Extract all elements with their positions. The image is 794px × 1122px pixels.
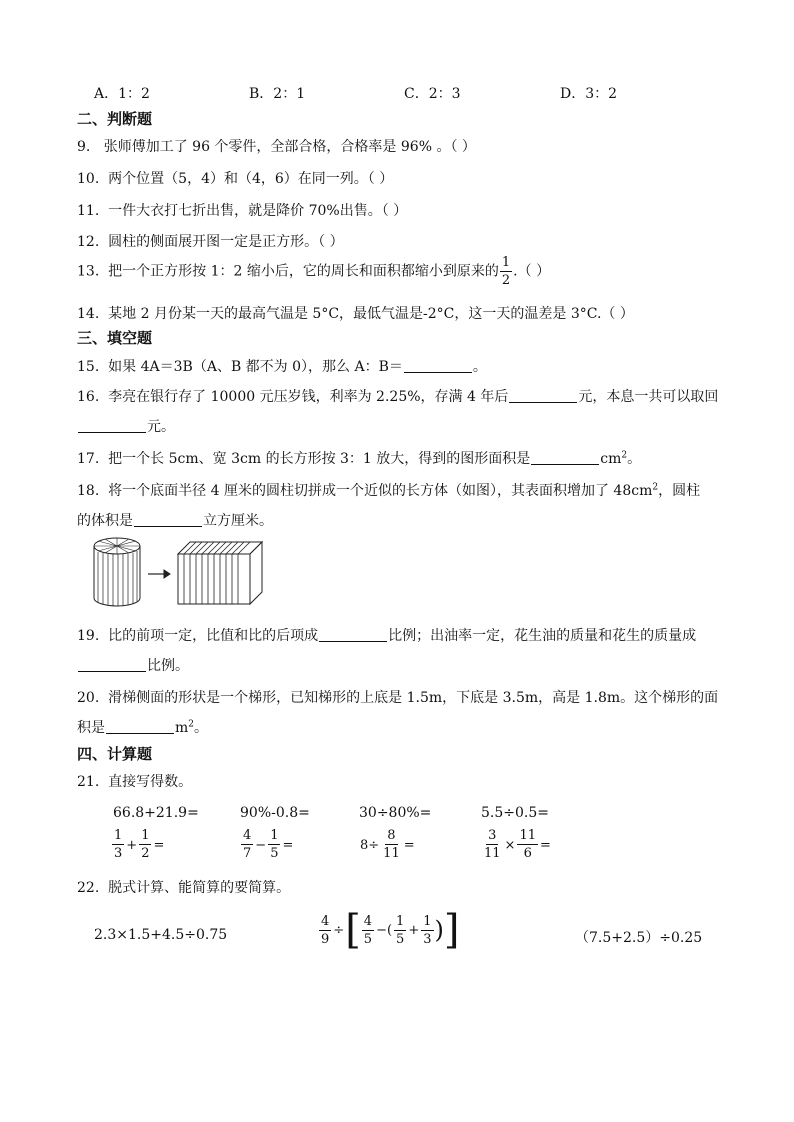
question-number: 11. (77, 203, 100, 219)
expression-9: 2.3×1.5+4.5÷0.75 (94, 927, 228, 943)
cuboid-icon (178, 542, 262, 604)
question-18: 18. 将一个底面半径 4 厘米的圆柱切拼成一个近似的长方体（如图），其表面积增加了 $48cm^2$，圆柱 (77, 482, 701, 499)
question-number: 13. (77, 263, 100, 280)
cylinder-icon (94, 538, 140, 606)
expression-8: $\frac{3}{11}$ × $\frac{11}{6}$ = (484, 828, 551, 861)
question-text: 把一个正方形按 1：2 缩小后，它的周长和面积都缩小到原来的 (108, 263, 499, 280)
question-text: 某地 2 月份某一天的最高气温是 5°C，最低气温是-2°C，这一天的温差是 3°C.（ ） (108, 306, 634, 322)
question-21: 21. 直接写得数。 (77, 774, 193, 790)
answer-blank[interactable] (531, 450, 599, 465)
option-b: B．2：1 (249, 86, 306, 102)
section-calc-heading: 四、计算题 (77, 745, 153, 763)
section-judge-heading: 二、判断题 (77, 110, 153, 128)
question-number: 9. (77, 139, 91, 155)
question-9 (77, 136, 476, 156)
answer-blank[interactable] (509, 388, 577, 403)
cylinder-to-cuboid-figure (90, 536, 270, 610)
question-19: 19. 比的前项一定，比值和比的后项成 比例；出油率一定，花生油的质量和花生的质量成 (77, 628, 697, 644)
question-number: 12. (77, 234, 100, 250)
question-text: 一件大衣打七折出售，就是降价 70%出售。（ ） (108, 203, 408, 219)
expression-1: 66.8+21.9= (113, 805, 199, 821)
option-a: A．1：2 (94, 86, 150, 102)
question-22: 22. 脱式计算、能简算的要简算。 (77, 880, 291, 896)
question-number: 14. (77, 306, 100, 322)
question-number: 10. (77, 171, 100, 187)
expression-3: 30÷80%= (359, 805, 432, 821)
expression-2: 90%-0.8= (240, 805, 310, 821)
option-d: D．3：2 (560, 86, 618, 102)
question-18-line2: 的体积是 立方厘米。 (77, 513, 273, 529)
question-16: 16. 李亮在银行存了 10000 元压岁钱，利率为 2.25%，存满 4 年后 元，本息一共可以取回 (77, 389, 719, 405)
question-19-line2: 比例。 (77, 655, 189, 675)
question-text: 张师傅加工了 96 个零件，全部合格，合格率是 96% 。（ ） (103, 139, 476, 155)
option-c: C．2：3 (404, 86, 461, 102)
question-text: 圆柱的侧面展开图一定是正方形。（ ） (108, 234, 344, 250)
question-14 (77, 303, 634, 323)
question-20: 20. 滑梯侧面的形状是一个梯形，已知梯形的上底是 1.5m，下底是 3.5m，高是 1.8m。这个梯形的面 (77, 690, 719, 706)
question-11 (77, 200, 407, 220)
question-20-line2: 积是 $m^2$。 (77, 719, 209, 736)
answer-blank[interactable] (319, 627, 387, 642)
answer-blank[interactable] (78, 418, 146, 433)
section-fill-heading: 三、填空题 (77, 329, 153, 347)
expression-5: $\frac{1}{3}$ + $\frac{1}{2}$ = (114, 828, 165, 861)
question-16-line2: 元。 (77, 416, 175, 436)
question-10 (77, 168, 393, 188)
answer-blank[interactable] (78, 657, 146, 672)
answer-blank[interactable] (134, 512, 202, 527)
question-12 (77, 231, 344, 251)
fraction-one-half: $\frac{1}{2}$ (501, 255, 511, 288)
expression-6: $\frac{4}{7}$ − $\frac{1}{5}$ = (243, 828, 294, 861)
question-15: 15. 如果 4A＝3B（A、B 都不为 0），那么 A：B＝ 。 (77, 359, 487, 375)
expression-10: $\frac{4}{9}$ ÷[ $\frac{4}{5}$ −( $\frac{1}{5}$ + $\frac{1}{3}$ )] (321, 907, 460, 953)
expression-7: 8÷ $\frac{8}{11}$ = (360, 828, 415, 861)
expression-11: （7.5+2.5）÷0.25 (575, 930, 703, 946)
question-text: 两个位置（5，4）和（4，6）在同一列。（ ） (108, 171, 394, 187)
question-13: 13. 把一个正方形按 1：2 缩小后，它的周长和面积都缩小到原来的 $\frac{1}{2}$ .（ ） (77, 255, 551, 288)
answer-blank[interactable] (404, 358, 472, 373)
question-17: 17. 把一个长 5cm、宽 3cm 的长方形按 3：1 放大，得到的图形面积是 $cm^2$。 (77, 450, 642, 467)
arrow-right-icon (148, 570, 170, 578)
expression-4: 5.5÷0.5= (481, 805, 549, 821)
answer-blank[interactable] (106, 719, 174, 734)
